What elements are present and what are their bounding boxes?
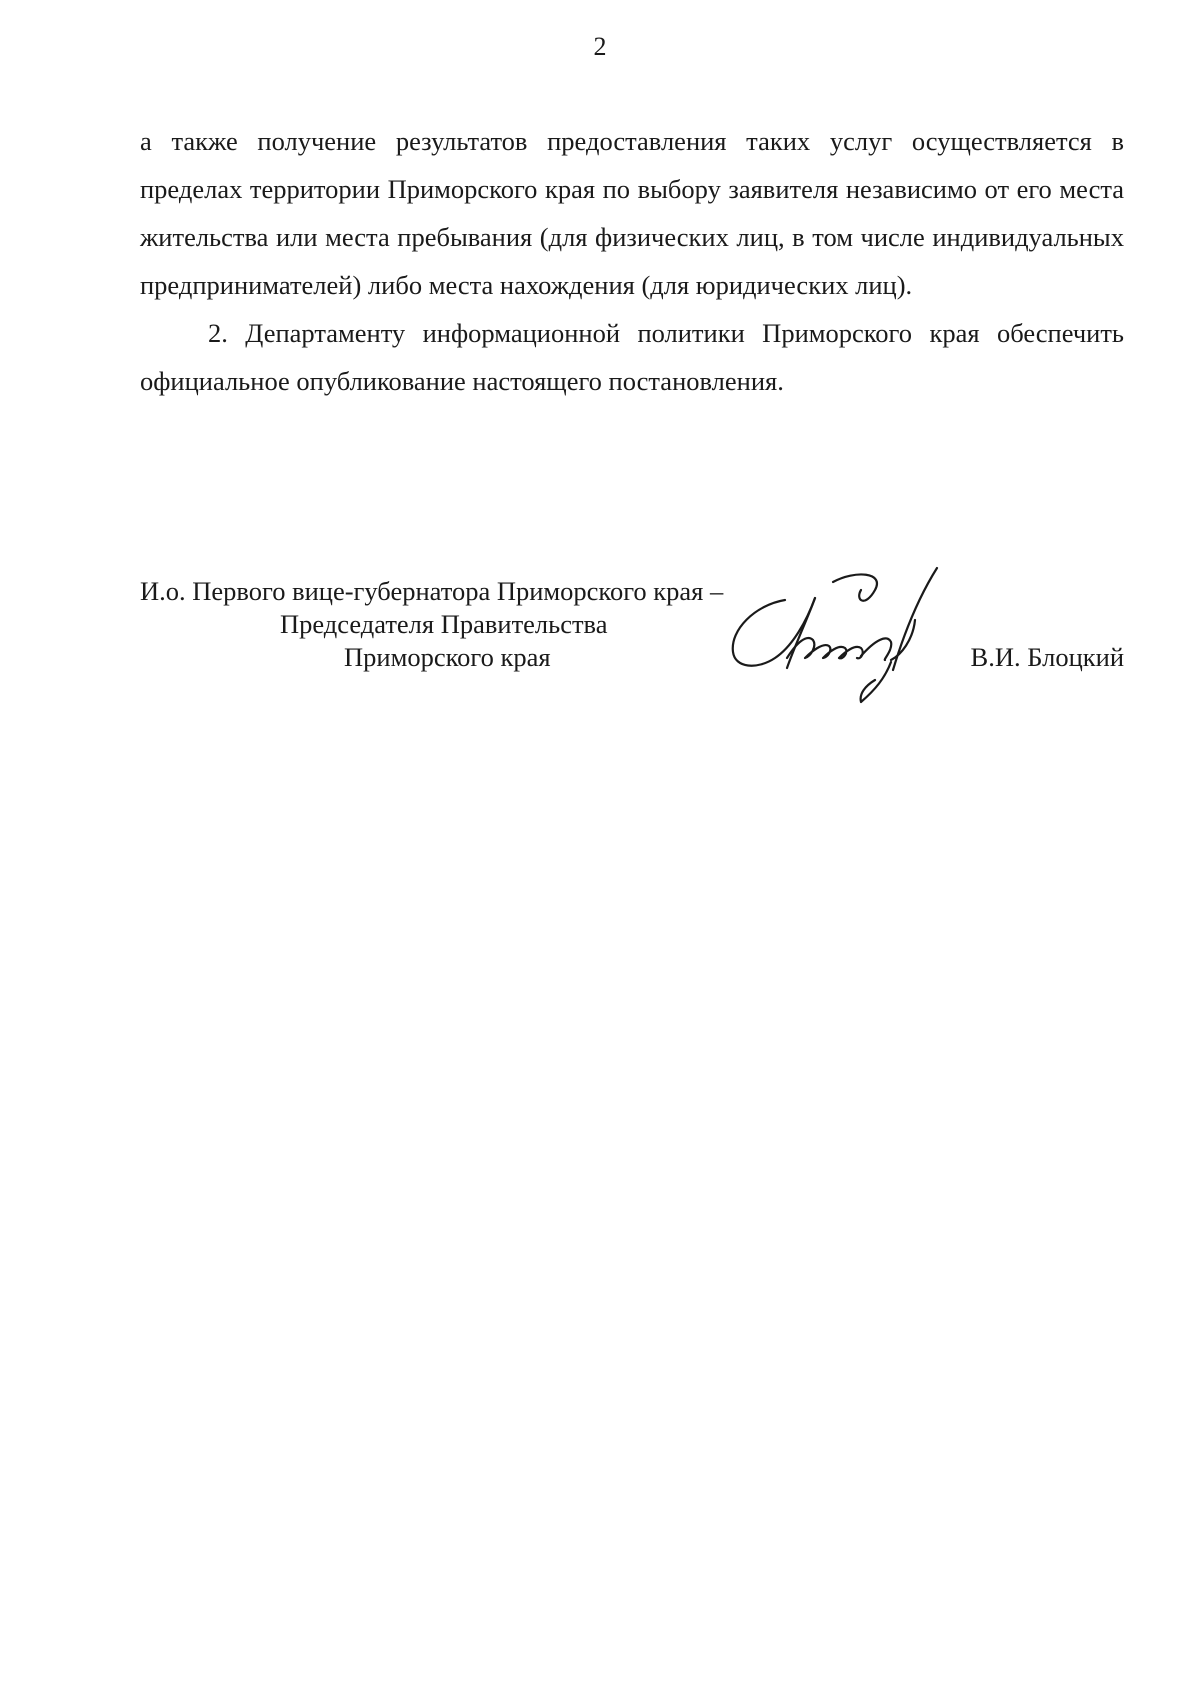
signatory-title-line-2: Председателя Правительства xyxy=(280,609,608,639)
paragraph-item-2: 2. Департаменту информационной политики Приморского края обеспечить официальное опубликование настоящего постановления. xyxy=(140,318,1124,396)
handwritten-signature-icon xyxy=(715,560,955,710)
signatory-title-line-1: И.о. Первого вице-губернатора Приморского края – xyxy=(140,576,724,606)
page-number: 2 xyxy=(593,32,607,61)
paragraph-continuation: а также получение результатов предоставления таких услуг осуществляется в пределах территории Приморского края по выбору заявителя независимо от его места жительства или места пребывания (для физических лиц, в том числе индивидуальных предпринимателей) либо места нахождения (для юридических лиц). xyxy=(140,126,1124,300)
signature-block xyxy=(140,575,1124,735)
signer-name: В.И. Блоцкий xyxy=(970,642,1124,672)
signatory-title-line-3: Приморского края xyxy=(344,642,551,672)
document-body xyxy=(140,117,1124,405)
